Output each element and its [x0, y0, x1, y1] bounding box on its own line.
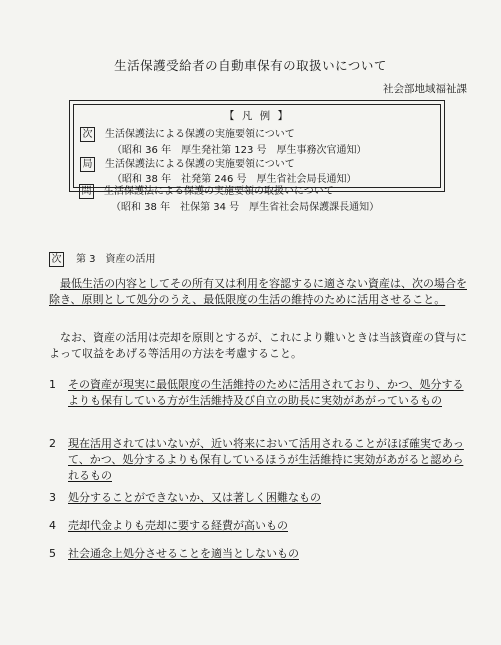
section-mark: 次	[49, 252, 64, 267]
document-title: 生活保護受給者の自動車保有の取扱いについて	[114, 58, 387, 73]
legend-mark-1: 次	[80, 127, 95, 142]
legend-entry-1-source: （昭和 36 年 厚生発社第 123 号 厚生事務次官通知）	[112, 145, 367, 156]
list-item-number: 3	[49, 491, 56, 504]
legend-entry-3-title: 生活保護法による保護の実施要領の取扱いについて	[104, 186, 334, 197]
legend-entry-2-title: 生活保護法による保護の実施要領について	[105, 159, 295, 170]
section-title: 第 3 資産の活用	[76, 254, 156, 265]
legend-mark-2: 局	[80, 157, 95, 172]
list-item-number: 4	[49, 519, 56, 532]
legend-entry-1-title: 生活保護法による保護の実施要領について	[105, 129, 295, 140]
list-item-number: 5	[49, 547, 56, 560]
legend-entry-3-layer	[69, 100, 445, 213]
legend-entry-3	[79, 182, 334, 199]
list-item-text: 売却代金よりも売却に要する経費が高いもの	[68, 519, 288, 532]
list-item-text: 処分することができないか、又は著しく困難なもの	[68, 491, 321, 504]
list-item-number: 1	[49, 378, 56, 391]
paragraph-main-rule: 最低生活の内容としてその所有又は利用を容認するに適さない資産は、次の場合を除き、原則として処分のうえ、最低限度の生活の維持のために活用させること。	[49, 277, 467, 306]
list-item-text: 現在活用されてはいないが、近い将来において活用されることがほぼ確実であって、かつ、処分するよりも保有しているほうが生活維持に実効があがると認められるもの	[68, 437, 464, 482]
legend-entry-2-source: （昭和 38 年 社発第 246 号 厚生省社会局長通知）	[112, 174, 357, 185]
legend-entry-3-source: （昭和 38 年 社保第 34 号 厚生省社会局保護課長通知）	[111, 202, 380, 213]
legend-heading: 【 凡 例 】	[223, 110, 290, 122]
department-name: 社会部地域福祉課	[383, 83, 467, 95]
paragraph-utilization-note: なお、資産の活用は売却を原則とするが、これにより難いときは当該資産の貸与によって収益をあげる等活用の方法を考慮すること。	[49, 331, 467, 360]
list-item-text: その資産が現実に最低限度の生活維持のために活用されており、かつ、処分するよりも保有している方が生活維持及び自立の助長に実効があがっているもの	[68, 378, 464, 407]
list-item-number: 2	[49, 437, 56, 450]
legend-mark-3: 問	[79, 184, 94, 199]
list-item-text: 社会通念上処分させることを適当としないもの	[68, 547, 299, 560]
section-heading	[49, 250, 156, 267]
